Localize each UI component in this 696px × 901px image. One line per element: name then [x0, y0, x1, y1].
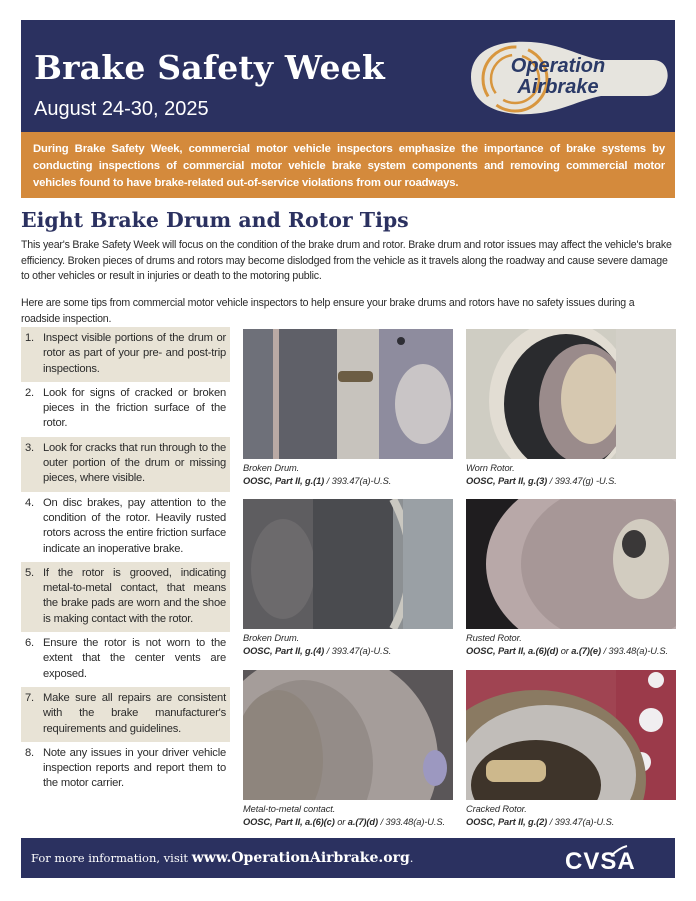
- svg-text:CVSA: CVSA: [565, 848, 636, 874]
- header-banner: [21, 20, 675, 132]
- tips-lead-paragraph: Here are some tips from commercial motor vehicle inspectors to help ensure your brake drums and rotors have no safety issues during a roadside inspection.: [21, 297, 635, 325]
- photo-caption: Broken Drum. OOSC, Part II, g.(4) / 393.47(a)-U.S.: [243, 633, 392, 656]
- tip-item: 6. Ensure the rotor is not worn to the extent that the center vents are exposed.: [25, 637, 226, 680]
- intro-paragraph: This year's Brake Safety Week will focus on the condition of the brake drum and rotor. Brake drum and rotor issues may affect the vehicle's brake efficiency. Broken pieces of drums and rotors may become dislodged from the vehicle as it travels along the roadway and cause severe damage to other vehicles or result in injuries or death to the motoring public.: [21, 239, 672, 282]
- photo-caption: Metal-to-metal contact. OOSC, Part II, a.(6)(c) or a.(7)(d) / 393.48(a)-U.S.: [243, 804, 445, 827]
- photo-caption: Broken Drum. OOSC, Part II, g.(1) / 393.47(a)-U.S.: [243, 463, 392, 486]
- tip-item: 2. Look for signs of cracked or broken pieces in the friction surface of the rotor.: [25, 386, 226, 430]
- tip-item: 8. Note any issues in your driver vehicle inspection reports and report them to the motor carrier.: [25, 746, 226, 790]
- tip-item: 7. Make sure all repairs are consistent with the brake manufacturer's requirements and guidelines.: [21, 687, 230, 742]
- broken-drum-photo: [243, 329, 453, 459]
- intro-text: During Brake Safety Week, commercial motor vehicle inspectors emphasize the importance of brake systems by conducting inspections of commercial motor vehicle brake system components and removing commercial motor vehicles found to have brake-related out-of-service violations from our roadways.: [33, 143, 665, 189]
- tip-item: 1. Inspect visible portions of the drum or rotor as part of your pre- and post-trip inspections.: [21, 327, 230, 382]
- intro-band: [21, 132, 675, 198]
- footer-text: For more information, visit www.OperationAirbrake.org.: [31, 850, 414, 866]
- tip-item: 5. If the rotor is grooved, indicating metal-to-metal contact, that means the brake pads are worn and the shoe is making contact with the rotor.: [21, 562, 230, 632]
- cracked-rotor-photo: [466, 670, 676, 800]
- broken-drum-photo-2: [243, 499, 453, 629]
- footer-banner: [21, 838, 675, 878]
- tip-item: 3. Look for cracks that run through to the outer portion of the drum or missing pieces, where visible.: [21, 437, 230, 492]
- tips-list: [21, 327, 230, 797]
- metal-contact-photo: [243, 670, 453, 800]
- page-title: Brake Safety Week: [34, 48, 385, 87]
- photo-caption: Rusted Rotor. OOSC, Part II, a.(6)(d) or a.(7)(e) / 393.48(a)-U.S.: [466, 633, 668, 656]
- website-link[interactable]: www.OperationAirbrake.org: [191, 850, 410, 866]
- cvsa-logo-icon: [565, 844, 665, 874]
- event-date: August 24-30, 2025: [34, 98, 209, 120]
- rusted-rotor-photo: [466, 499, 676, 629]
- logo-text: Operation Airbrake: [510, 55, 606, 98]
- tip-item: 4. On disc brakes, pay attention to the condition of the rotor. Heavily rusted rotors across the entire friction surface indicate an inoperative brake.: [25, 496, 226, 555]
- photo-caption: Cracked Rotor. OOSC, Part II, g.(2) / 393.47(a)-U.S.: [466, 804, 615, 827]
- section-title: Eight Brake Drum and Rotor Tips: [21, 208, 409, 232]
- cvsa-logo: [565, 844, 665, 874]
- worn-rotor-photo: [466, 329, 676, 459]
- operation-airbrake-logo: [461, 34, 671, 120]
- photo-caption: Worn Rotor. OOSC, Part II, g.(3) / 393.47(g) -U.S.: [466, 463, 617, 486]
